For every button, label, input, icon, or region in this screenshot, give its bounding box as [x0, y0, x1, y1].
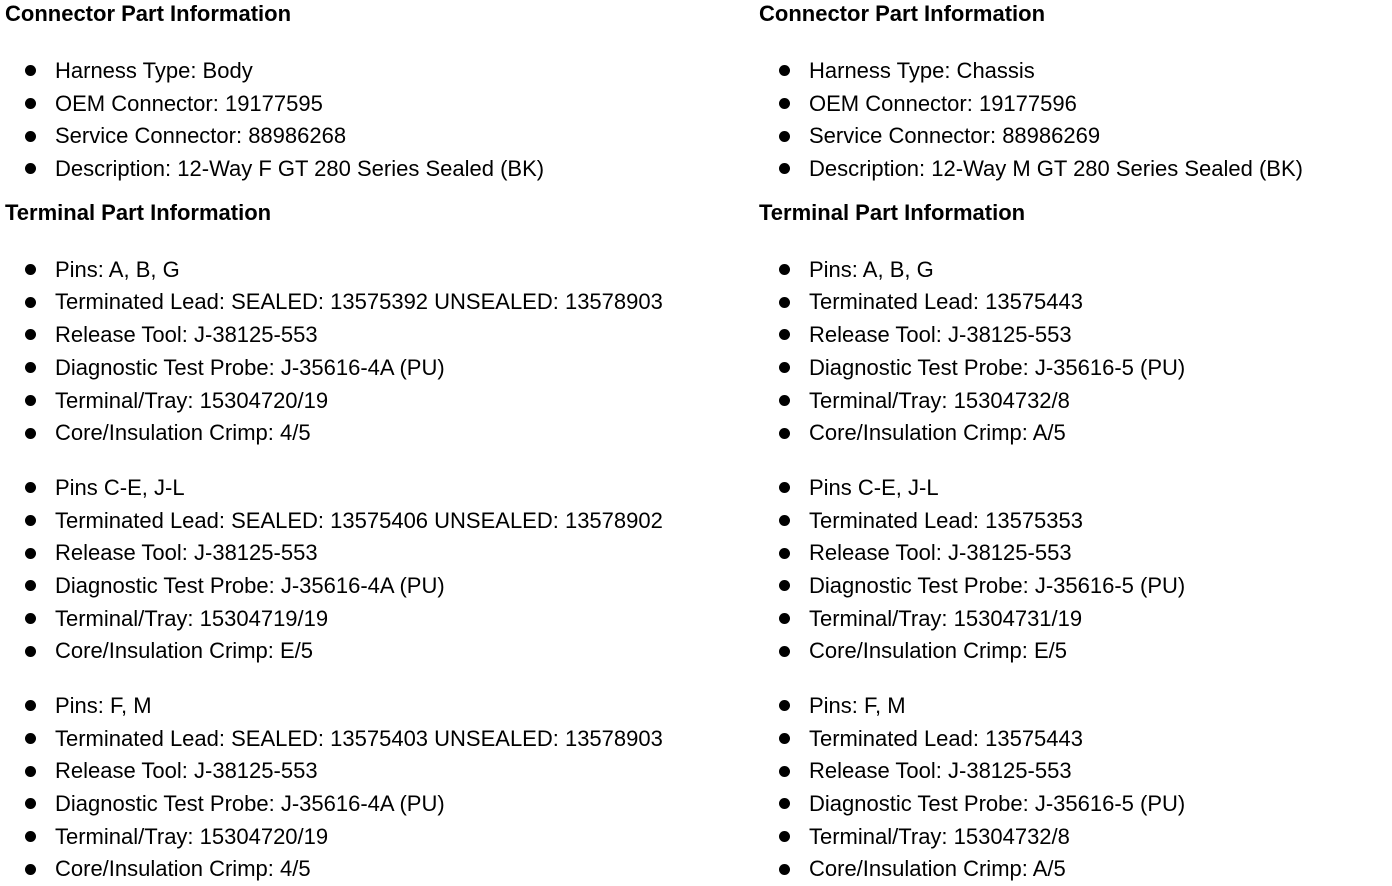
bullet-icon [779, 515, 790, 526]
list-item: Pins: F, M [5, 690, 755, 723]
list-item: Diagnostic Test Probe: J-35616-5 (PU) [759, 788, 1389, 821]
bullet-icon [779, 548, 790, 559]
bullet-icon [25, 329, 36, 340]
bullet-icon [779, 98, 790, 109]
left-column [5, 0, 755, 886]
connector-list [759, 55, 1389, 186]
terminal-heading: Terminal Part Information [5, 199, 272, 225]
list-item: Pins C-E, J-L [759, 472, 1389, 505]
bullet-icon [25, 65, 36, 76]
bullet-icon [25, 482, 36, 493]
list-item: Pins C-E, J-L [5, 472, 755, 505]
bullet-icon [25, 646, 36, 657]
list-item: Diagnostic Test Probe: J-35616-4A (PU) [5, 788, 755, 821]
list-item: Pins: F, M [759, 690, 1389, 723]
bullet-icon [25, 613, 36, 624]
list-item: Terminal/Tray: 15304720/19 [5, 821, 755, 854]
bullet-icon [25, 131, 36, 142]
bullet-icon [25, 733, 36, 744]
bullet-icon [25, 515, 36, 526]
list-item: Terminal/Tray: 15304720/19 [5, 385, 755, 418]
list-item: Diagnostic Test Probe: J-35616-4A (PU) [5, 570, 755, 603]
list-item: Terminated Lead: SEALED: 13575406 UNSEALED: 13578902 [5, 505, 755, 538]
bullet-icon [779, 163, 790, 174]
list-item: Release Tool: J-38125-553 [5, 537, 755, 570]
bullet-icon [779, 831, 790, 842]
list-item: Terminated Lead: 13575353 [759, 505, 1389, 538]
terminal-group [759, 690, 1389, 886]
bullet-icon [25, 766, 36, 777]
bullet-icon [779, 733, 790, 744]
bullet-icon [779, 646, 790, 657]
terminal-group [759, 472, 1389, 668]
list-item: Core/Insulation Crimp: A/5 [759, 417, 1389, 450]
list-item: Release Tool: J-38125-553 [5, 319, 755, 352]
bullet-icon [779, 798, 790, 809]
bullet-icon [25, 580, 36, 591]
list-item: Pins: A, B, G [5, 254, 755, 287]
list-item: Terminated Lead: SEALED: 13575403 UNSEALED: 13578903 [5, 723, 755, 756]
list-item: Terminated Lead: SEALED: 13575392 UNSEALED: 13578903 [5, 286, 755, 319]
connector-heading: Connector Part Information [5, 1, 292, 26]
list-item: Terminal/Tray: 15304732/8 [759, 821, 1389, 854]
bullet-icon [25, 428, 36, 439]
list-item: Diagnostic Test Probe: J-35616-4A (PU) [5, 352, 755, 385]
list-item: Diagnostic Test Probe: J-35616-5 (PU) [759, 352, 1389, 385]
terminal-group [5, 690, 755, 886]
bullet-icon [25, 163, 36, 174]
bullet-icon [779, 864, 790, 875]
terminal-group [759, 254, 1389, 450]
list-item: Service Connector: 88986268 [5, 120, 755, 153]
list-item: Terminal/Tray: 15304719/19 [5, 603, 755, 636]
list-item: Core/Insulation Crimp: 4/5 [5, 853, 755, 886]
connector-list [5, 55, 755, 186]
bullet-icon [25, 362, 36, 373]
list-item: Terminated Lead: 13575443 [759, 723, 1389, 756]
list-item: Terminal/Tray: 15304731/19 [759, 603, 1389, 636]
bullet-icon [779, 297, 790, 308]
bullet-icon [25, 548, 36, 559]
list-item: Release Tool: J-38125-553 [5, 755, 755, 788]
terminal-group [5, 254, 755, 450]
list-item: OEM Connector: 19177595 [5, 88, 755, 121]
list-item: Description: 12-Way F GT 280 Series Sealed (BK) [5, 153, 755, 186]
bullet-icon [25, 864, 36, 875]
list-item: Description: 12-Way M GT 280 Series Sealed (BK) [759, 153, 1389, 186]
terminal-group [5, 472, 755, 668]
bullet-icon [779, 428, 790, 439]
bullet-icon [25, 98, 36, 109]
terminal-heading: Terminal Part Information [759, 199, 1026, 225]
bullet-icon [25, 264, 36, 275]
list-item: Service Connector: 88986269 [759, 120, 1389, 153]
bullet-icon [779, 766, 790, 777]
bullet-icon [779, 580, 790, 591]
list-item: Terminal/Tray: 15304732/8 [759, 385, 1389, 418]
bullet-icon [25, 798, 36, 809]
list-item: Core/Insulation Crimp: A/5 [759, 853, 1389, 886]
list-item: Release Tool: J-38125-553 [759, 319, 1389, 352]
list-item: OEM Connector: 19177596 [759, 88, 1389, 121]
list-item: Pins: A, B, G [759, 254, 1389, 287]
list-item: Core/Insulation Crimp: E/5 [5, 635, 755, 668]
list-item: Release Tool: J-38125-553 [759, 537, 1389, 570]
bullet-icon [25, 831, 36, 842]
list-item: Harness Type: Chassis [759, 55, 1389, 88]
bullet-icon [779, 131, 790, 142]
list-item: Harness Type: Body [5, 55, 755, 88]
list-item: Diagnostic Test Probe: J-35616-5 (PU) [759, 570, 1389, 603]
list-item: Terminated Lead: 13575443 [759, 286, 1389, 319]
bullet-icon [779, 362, 790, 373]
list-item: Core/Insulation Crimp: 4/5 [5, 417, 755, 450]
connector-heading: Connector Part Information [759, 1, 1046, 26]
bullet-icon [25, 700, 36, 711]
bullet-icon [779, 700, 790, 711]
bullet-icon [779, 482, 790, 493]
bullet-icon [779, 65, 790, 76]
bullet-icon [25, 297, 36, 308]
bullet-icon [779, 613, 790, 624]
bullet-icon [779, 395, 790, 406]
bullet-icon [25, 395, 36, 406]
list-item: Core/Insulation Crimp: E/5 [759, 635, 1389, 668]
right-column [759, 0, 1389, 886]
bullet-icon [779, 329, 790, 340]
bullet-icon [779, 264, 790, 275]
list-item: Release Tool: J-38125-553 [759, 755, 1389, 788]
